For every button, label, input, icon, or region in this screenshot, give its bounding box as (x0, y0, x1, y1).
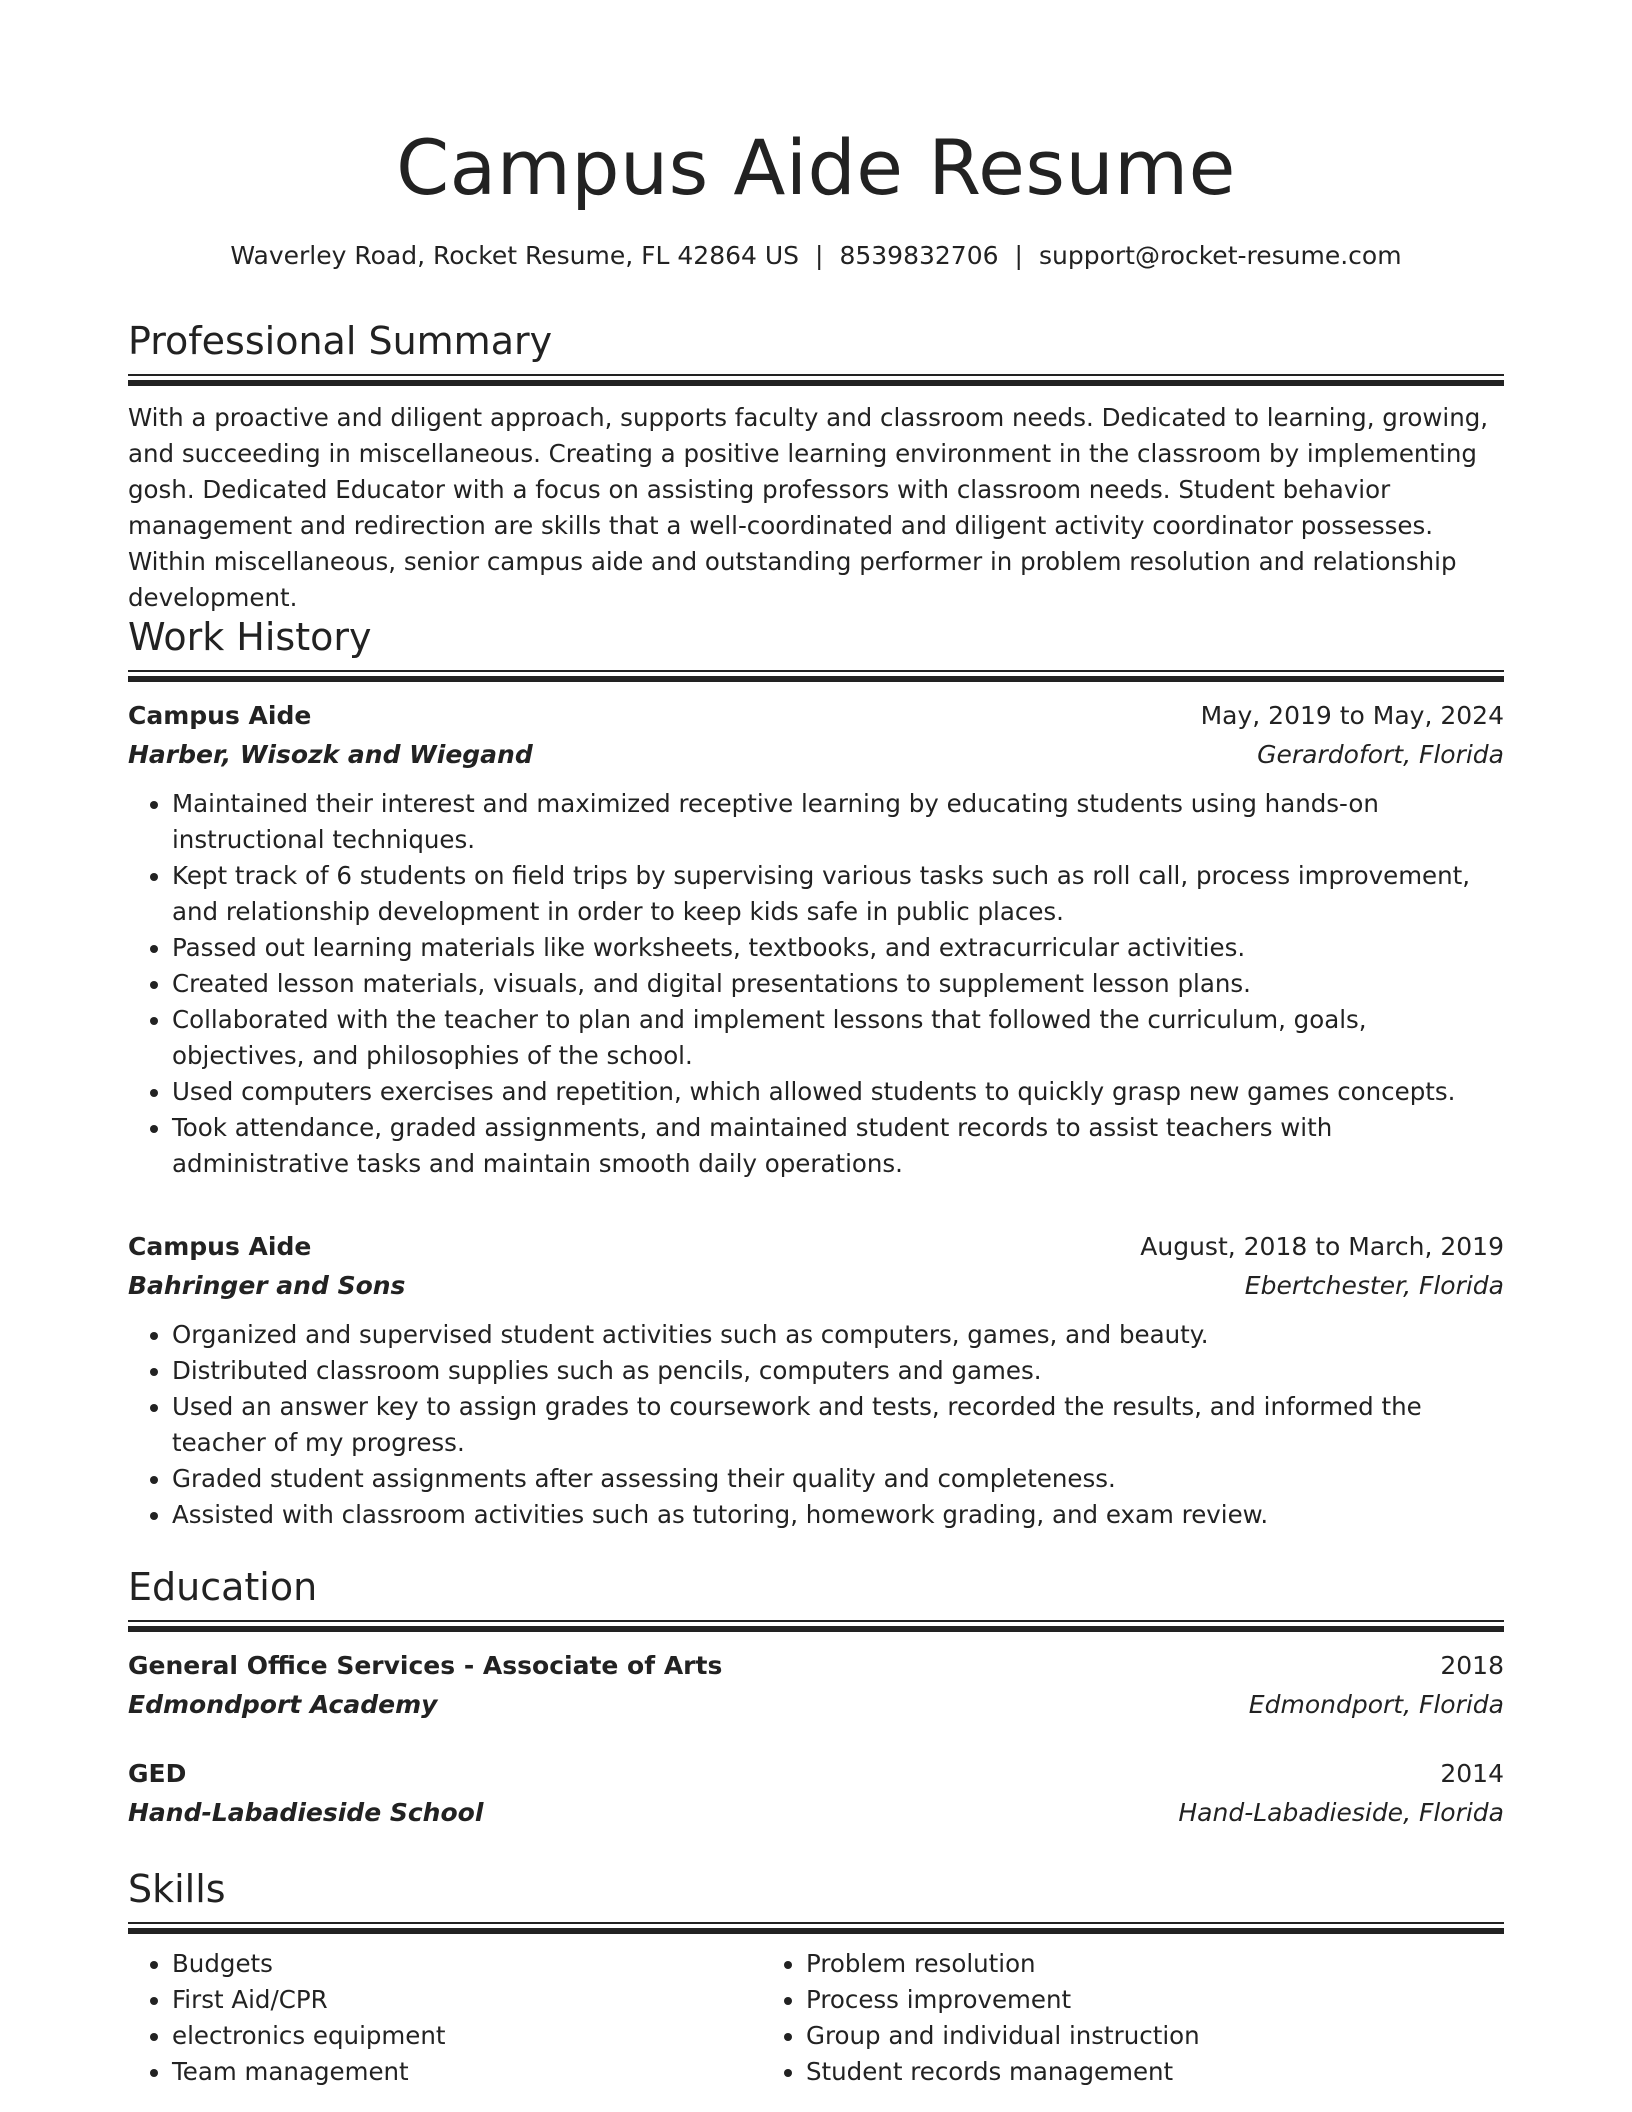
education-degree: GED (128, 1759, 187, 1788)
section-divider (128, 670, 1504, 682)
education-header-row (128, 1754, 1504, 1793)
education-school-row (128, 1793, 1504, 1832)
duty-item: • Used computers exercises and repetition, which allowed students to quickly grasp new games concepts. (172, 1074, 1504, 1110)
job-duties (128, 1317, 1504, 1533)
education-school: Edmondport Academy (128, 1690, 438, 1719)
skills-list-left (128, 1946, 762, 2090)
skill-item: • Problem resolution (806, 1946, 1440, 1982)
contact-separator: | (815, 241, 824, 270)
skill-item: • electronics equipment (172, 2018, 762, 2054)
education-header-row (128, 1646, 1504, 1685)
summary-text: With a proactive and diligent approach, supports faculty and classroom needs. Dedicated to learning, growing, and succeeding in miscellaneous. Creating a positive learning environment in the classroom by implementing gosh. Dedicated Educator with a focus on assisting professors with classroom needs. Student behavior management and redirection are skills that a well-coordinated and diligent activity coordinator possesses. Within miscellaneous, senior campus aide and outstanding performer in problem resolution and relationship development. (128, 403, 1489, 612)
job-company: Bahringer and Sons (128, 1271, 406, 1300)
duty-item: • Organized and supervised student activities such as computers, games, and beauty. (172, 1317, 1504, 1353)
job-company-row (128, 735, 1504, 774)
education-year: 2014 (1440, 1759, 1504, 1788)
skills-heading: Skills (128, 1867, 226, 1911)
skill-item: • Group and individual instruction (806, 2018, 1440, 2054)
job-header-row (128, 696, 1504, 735)
section-divider (128, 1620, 1504, 1632)
summary-heading: Professional Summary (128, 319, 553, 363)
education-entry (128, 1754, 1504, 1832)
job-company: Harber, Wisozk and Wiegand (128, 740, 533, 769)
contact-line (128, 236, 1504, 276)
job-entry (128, 696, 1504, 1182)
duty-item: • Used an answer key to assign grades to coursework and tests, recorded the results, and informed the teacher of my progress. (172, 1389, 1504, 1461)
education-location: Hand-Labadieside, Florida (1178, 1798, 1504, 1827)
duty-item: • Assisted with classroom activities such as tutoring, homework grading, and exam review. (172, 1497, 1504, 1533)
job-dates: August, 2018 to March, 2019 (1140, 1232, 1504, 1261)
skill-item: • First Aid/CPR (172, 1982, 762, 2018)
duty-item: • Kept track of 6 students on field trips by supervising various tasks such as roll call, process improvement, and relationship development in order to keep kids safe in public places. (172, 858, 1504, 930)
skill-item: • Student records management (806, 2054, 1440, 2090)
job-entry-2 (128, 1227, 1504, 1533)
duty-item: • Took attendance, graded assignments, and maintained student records to assist teachers with administrative tasks and maintain smooth daily operations. (172, 1110, 1504, 1182)
skill-item: • Team management (172, 2054, 762, 2090)
duty-item: • Collaborated with the teacher to plan and implement lessons that followed the curriculum, goals, objectives, and philosophies of the school. (172, 1002, 1504, 1074)
job-company-row (128, 1266, 1504, 1305)
duty-item: • Distributed classroom supplies such as pencils, computers and games. (172, 1353, 1504, 1389)
education-year: 2018 (1440, 1651, 1504, 1680)
skills-list-right (762, 1946, 1440, 2090)
work-history-section (128, 612, 1504, 1182)
job-location: Gerardofort, Florida (1257, 740, 1504, 769)
duty-item: • Created lesson materials, visuals, and digital presentations to supplement lesson plans. (172, 966, 1504, 1002)
skills-columns (128, 1946, 1504, 2090)
duty-item: • Maintained their interest and maximized receptive learning by educating students using hands-on instructional techniques. (172, 786, 1504, 858)
duty-item: • Graded student assignments after assessing their quality and completeness. (172, 1461, 1504, 1497)
education-location: Edmondport, Florida (1248, 1690, 1504, 1719)
education-heading: Education (128, 1565, 318, 1609)
job-header-row (128, 1227, 1504, 1266)
education-school-row (128, 1685, 1504, 1724)
education-section (128, 1562, 1504, 1832)
contact-phone: 8539832706 (839, 241, 999, 270)
job-title: Campus Aide (128, 701, 312, 730)
contact-email: support@rocket-resume.com (1038, 241, 1402, 270)
summary-section (128, 316, 1504, 616)
work-history-heading: Work History (128, 615, 372, 659)
contact-address: Waverley Road, Rocket Resume, FL 42864 US (230, 241, 800, 270)
job-location: Ebertchester, Florida (1244, 1271, 1504, 1300)
resume-title: Campus Aide Resume (396, 123, 1236, 212)
skills-section (128, 1864, 1504, 2090)
duty-item: • Passed out learning materials like worksheets, textbooks, and extracurricular activities. (172, 930, 1504, 966)
job-duties (128, 786, 1504, 1182)
job-title: Campus Aide (128, 1232, 312, 1261)
skill-item: • Process improvement (806, 1982, 1440, 2018)
contact-separator: | (1014, 241, 1023, 270)
skill-item: • Budgets (172, 1946, 762, 1982)
education-school: Hand-Labadieside School (128, 1798, 484, 1827)
job-dates: May, 2019 to May, 2024 (1200, 701, 1504, 730)
section-divider (128, 1922, 1504, 1934)
education-entry (128, 1646, 1504, 1724)
education-degree: General Office Services - Associate of Arts (128, 1651, 723, 1680)
section-divider (128, 374, 1504, 386)
